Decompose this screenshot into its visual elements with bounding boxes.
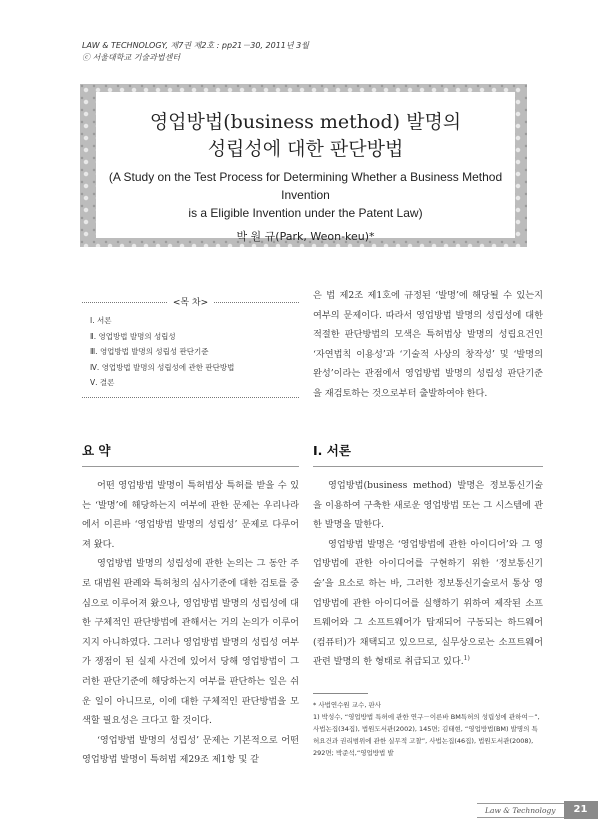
title-box [96,92,515,243]
toc-item-intro: Ⅰ. 서론 [90,316,112,325]
intro-heading: Ⅰ. 서론 [313,443,351,458]
toc-heading: <목 차> [167,298,214,308]
footnote-author: * 사법연수원 교수, 판사 [313,701,382,709]
title-korean-line-1: 영업방법(business method) 발명의 [149,111,462,133]
abstract-body [82,476,299,770]
title-korean [96,109,515,163]
abstract-paragraph-1: 어떤 영업방법 발명이 특허법상 특허를 받을 수 있는 ‘발명’에 해당하는지 여부에 관한 문제는 우리나라에서 이른바 ‘영업방법 발명의 성립성’ 문제로 다루어져 왔다. [82,480,299,550]
journal-copyright: ⓒ 서울대학교 기술과법센터 [82,53,181,62]
footer-journal-label: Law & Technology [477,803,564,818]
page-number: 21 [564,801,598,819]
title-korean-line-2: 성립성에 대한 판단방법 [207,138,404,160]
journal-header [82,40,309,64]
intro-paragraph-2-text: 영업방법 발명은 ‘영업방법에 관한 아이디어’와 그 영업방법에 관한 아이디어를 구현하기 위한 ‘정보통신기술’을 요소로 하는 바, 그러한 정보통신기술로서 통상 영업방법에 관한 아이디어를 실행하기 위하여 제작된 소프트웨어와 그 소프트웨어가 탑재되어 구동되는 하드웨어(컴퓨터)가 채택되고 있으므로, 실무상으로는 소프트웨어 관련 발명의 한 형태로 취급되고 있다. [313,538,543,668]
title-english [96,168,515,222]
journal-citation: LAW & TECHNOLOGY, 제7권 제2호 : pp21－30, 2011년 3월 [82,41,309,50]
footnote-rule [313,693,368,694]
intro-heading-rule [313,466,543,467]
continued-paragraph: 은 법 제2조 제1호에 규정된 ‘발명’에 해당될 수 있는지 여부의 문제이다. 따라서 영업방법 발명의 성립성에 대한 적절한 판단방법의 모색은 특허법상 발명의 성립요건인 ‘자연법칙 이용성’과 ‘기술적 사상의 창작성’ 및 ‘발명의 완성’이라는 관점에서 영업방법 발명의 성립성 판단기준을 재검토하는 것으로부터 출발하여야 한다. [313,290,543,399]
intro-paragraph-2 [313,535,543,672]
title-english-line-1: (A Study on the Test Process for Determining Whether a Business Method Invention [108,170,503,202]
title-english-line-2: is a Eligible Invention under the Patent Law) [188,206,423,220]
abstract-paragraph-3: ‘영업방법 발명의 성립성’ 문제는 기본적으로 어떤 영업방법 발명이 특허법 제29조 제1항 및 같 [82,734,299,766]
toc-item-conclusion: Ⅴ. 결론 [90,378,115,387]
toc-list [82,313,299,398]
toc-item-method: Ⅳ. 영업방법 발명의 성립성에 관한 판단방법 [90,362,235,372]
author-name: 박 원 규(Park, Weon-keu)* [236,230,375,243]
footnotes [313,693,543,759]
intro-body [313,476,543,672]
intro-paragraph-1: 영업방법(business method) 발명은 정보통신기술을 이용하여 구축한 새로운 영업방법 또는 그 시스템에 관한 발명을 말한다. [313,480,543,531]
table-of-contents [82,295,299,398]
toc-heading-row [82,295,299,309]
abstract-heading: 요 약 [82,443,111,458]
footnote-1: 1) 박성수, “영업방법 특허에 관한 연구－이른바 BM특허의 성립성에 관하여－”, 사법논집(34집), 법원도서관(2002), 145면; 김태현, “영업방법(BM) 발명의 특허요건과 권리범위에 관한 실무적 고찰”, 사법논집(46집), 법원도서관(2008), 292면; 박준석,“영업방법 발 [313,713,540,757]
toc-item-criteria: Ⅲ. 영업방법 발명의 성립성 판단기준 [90,347,209,356]
toc-item-eligibility: Ⅱ. 영업방법 발명의 성립성 [90,331,176,341]
footnote-ref-1[interactable]: 1) [463,655,470,663]
abstract-paragraph-2: 영업방법 발명의 성립성에 관한 논의는 그 동안 주로 대법원 판례와 특허청의 심사기준에 대한 검토를 중심으로 이루어져 왔으나, 영업방법 발명의 성립성에 대한 구체적인 판단방법에 관해서는 거의 논의가 이루어지지 아니하였다. 그러나 영업방법 발명의 성립성 여부가 쟁점이 된 실제 사건에 있어서 당해 영업방법이 그러한 판단기준에 해당하는지 여부를 판단하는 일은 쉬운 일이 아니므로, 이에 대한 구체적인 판단방법을 모색할 필요성은 크다고 할 것이다. [82,558,299,727]
page-footer [477,801,598,819]
right-column-continued [313,286,543,404]
abstract-heading-rule [82,466,299,467]
